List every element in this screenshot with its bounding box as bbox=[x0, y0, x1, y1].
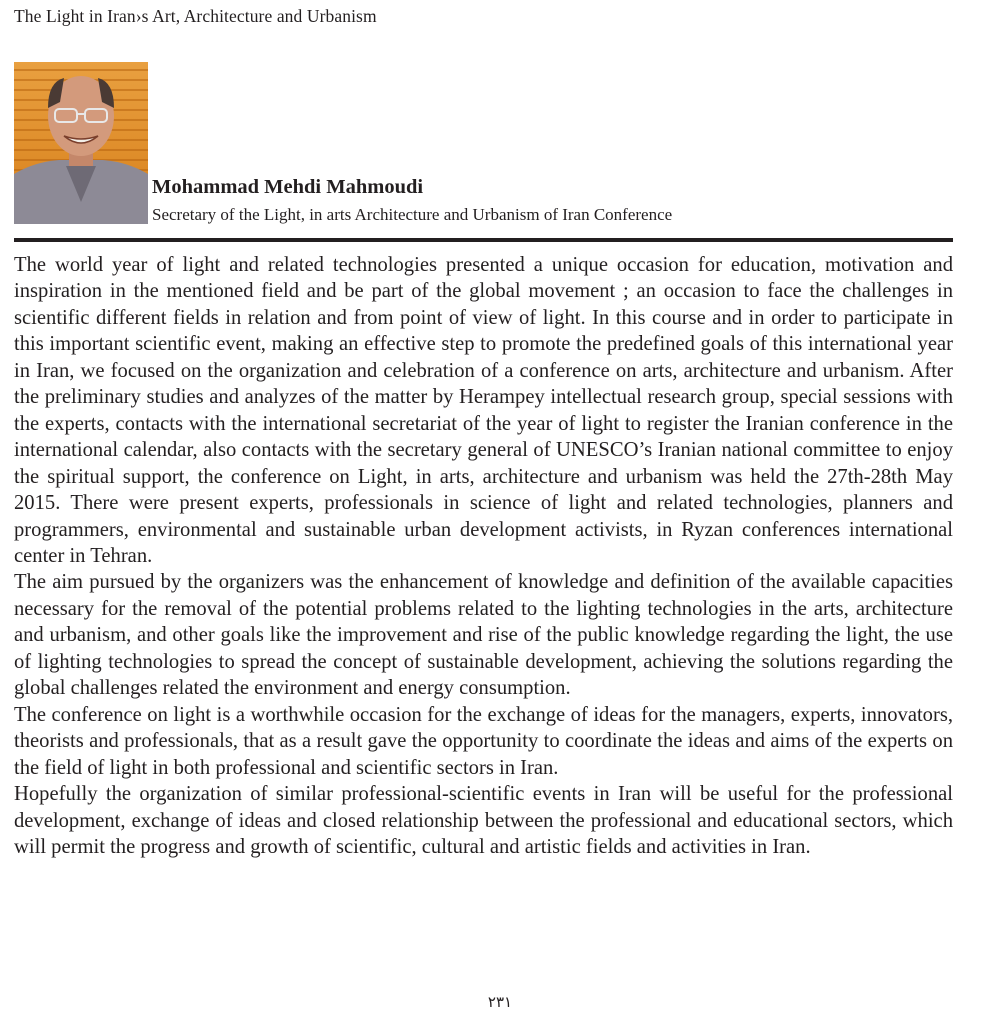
author-role: Secretary of the Light, in arts Architecture and Urbanism of Iran Conference bbox=[152, 205, 673, 224]
body-paragraph-2: The aim pursued by the organizers was the enhancement of knowledge and definition of the available capacities necessary for the removal of the potential problems related to the lighting technologies in the arts, architecture and urbanism, and other goals like the improvement and rise of the public knowledge regarding the light, the use of lighting technologies to spread the concept of sustainable development, achieving the solutions regarding the global challenges related the environment and energy consumption. bbox=[14, 571, 953, 700]
article-body bbox=[14, 252, 953, 860]
body-paragraph-1: The world year of light and related technologies presented a unique occasion for education, motivation and inspiration in the mentioned field and be part of the global movement ; an occasion to face the challenges in scientific different fields in relation and from point of view of light. In this course and in order to participate in this important scientific event, making an effective step to promote the predefined goals of this international year in Iran, we focused on the organization and celebration of a conference on arts, architecture and urbanism. After the preliminary studies and analyzes of the matter by Herampey intellectual research group, special sessions with the experts, contacts with the international secretariat of the year of light to register the Iranian conference in the international calendar, also contacts with the secretary general of UNESCO’s Iranian national committee to enjoy the spiritual support, the conference on Light, in arts, architecture and urbanism was held the 27th-28th May 2015. There were present experts, professionals in science of light and related technologies, planners and programmers, environmental and sustainable urban development activists, in Ryzan conferences international center in Tehran. bbox=[14, 254, 953, 567]
body-paragraph-3: The conference on light is a worthwhile occasion for the exchange of ideas for the managers, experts, innovators, theorists and professionals, that as a result gave the opportunity to coordinate the ideas and aims of the experts on the field of light in both professional and scientific sectors in Iran. bbox=[14, 703, 953, 779]
page-number: ۲۳۱ bbox=[487, 993, 513, 1011]
portrait-image-icon bbox=[14, 62, 148, 224]
running-header-title: The Light in Iran›s Art, Architecture and Urbanism bbox=[14, 6, 377, 26]
header-divider-rule bbox=[14, 238, 953, 242]
author-portrait-photo bbox=[14, 62, 148, 224]
body-paragraph-4: Hopefully the organization of similar professional-scientific events in Iran will be useful for the professional development, exchange of ideas and closed relationship between the professional and educational sectors, which will permit the progress and growth of scientific, cultural and artistic fields and activities in Iran. bbox=[14, 783, 953, 858]
author-name: Mohammad Mehdi Mahmoudi bbox=[152, 176, 424, 198]
